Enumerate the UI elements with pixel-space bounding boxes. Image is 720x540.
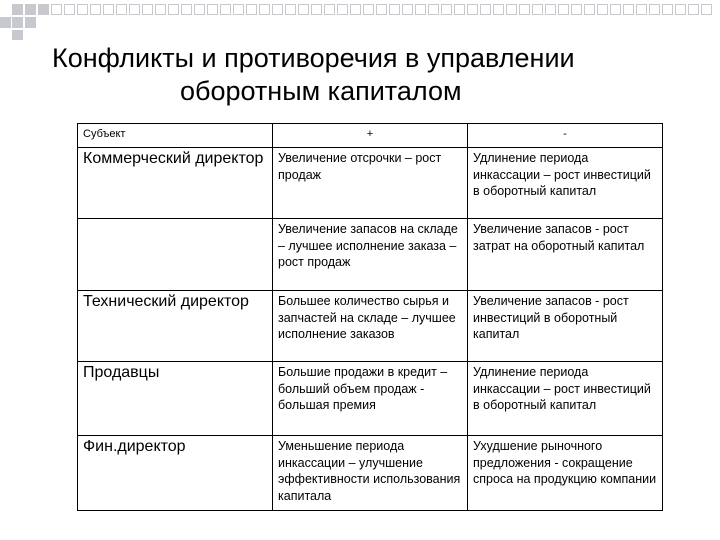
row-subject: Коммерческий директор [78,148,273,219]
table-row [78,219,663,291]
table-row [78,436,663,511]
row-plus: Увеличение запасов на складе – лучшее исполнение заказа – рост продаж [273,219,468,291]
table-row [78,362,663,436]
decorative-squares [0,0,720,40]
row-plus: Увеличение отсрочки – рост продаж [273,148,468,219]
row-minus: Удлинение периода инкассации – рост инвестиций в оборотный капитал [468,148,663,219]
title-line-1: Конфликты и противоречия в управлении [52,43,575,73]
row-subject [78,219,273,291]
row-subject: Фин.директор [78,436,273,511]
header-plus: + [273,124,468,148]
table-header-row [78,124,663,148]
row-subject: Технический директор [78,291,273,362]
row-minus: Увеличение запасов - рост инвестиций в оборотный капитал [468,291,663,362]
row-minus: Увеличение запасов - рост затрат на оборотный капитал [468,219,663,291]
title-line-2: оборотным капиталом [180,76,462,106]
header-minus: - [468,124,663,148]
table-row [78,291,663,362]
page-title [52,42,652,108]
row-minus: Удлинение периода инкассации – рост инвестиций в оборотный капитал [468,362,663,436]
row-plus: Большие продажи в кредит – больший объем продаж - большая премия [273,362,468,436]
row-minus: Ухудшение рыночного предложения - сокращение спроса на продукцию компании [468,436,663,511]
conflicts-table [77,123,663,511]
header-subject: Субъект [78,124,273,148]
row-plus: Уменьшение периода инкассации – улучшение эффективности использования капитала [273,436,468,511]
table-row [78,148,663,219]
row-plus: Большее количество сырья и запчастей на складе – лучшее исполнение заказов [273,291,468,362]
row-subject: Продавцы [78,362,273,436]
